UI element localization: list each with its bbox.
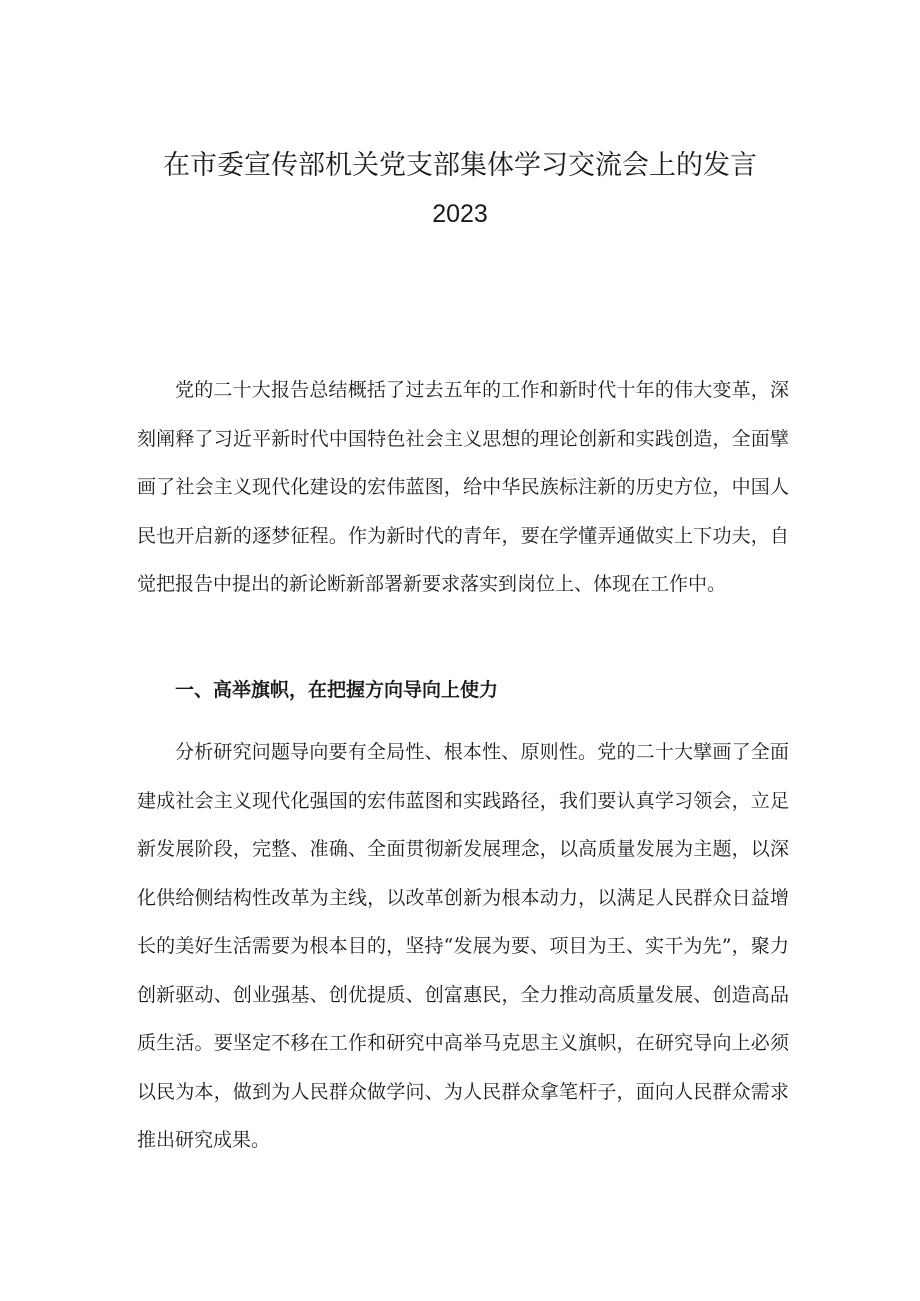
paragraph-intro: 党的二十大报告总结概括了过去五年的工作和新时代十年的伟大变革，深刻阐释了习近平新时代中国特色社会主义思想的理论创新和实践创造，全面擘画了社会主义现代化建设的宏伟蓝图，给中华民族标注新的历史方位，中国人民也开启新的逐梦征程。作为新时代的青年，要在学懂弄通做实上下功夫，自觉把报告中提出的新论断新部署新要求落实到岗位上、体现在工作中。 [137, 379, 789, 595]
document-year: 2023 [432, 200, 488, 228]
paragraph-section-1: 分析研究问题导向要有全局性、根本性、原则性。党的二十大擘画了全面建成社会主义现代化强国的宏伟蓝图和实践路径，我们要认真学习领会，立足新发展阶段，完整、准确、全面贯彻新发展理念，以高质量发展为主题，以深化供给侧结构性改革为主线，以改革创新为根本动力，以满足人民群众日益增长的美好生活需要为根本目的，坚持“发展为要、项目为王、实干为先”，聚力创新驱动、创业强基、创优提质、创富惠民，全力推动高质量发展、创造高品质生活。要坚定不移在工作和研究中高举马克思主义旗帜，在研究导向上必须以民为本，做到为人民群众做学问、为人民群众拿笔杆子，面向人民群众需求推出研究成果。 [137, 741, 789, 1151]
section-heading-1: 一、高举旗帜，在把握方向导向上使力 [175, 679, 499, 701]
document-title: 在市委宣传部机关党支部集体学习交流会上的发言 [163, 150, 757, 181]
